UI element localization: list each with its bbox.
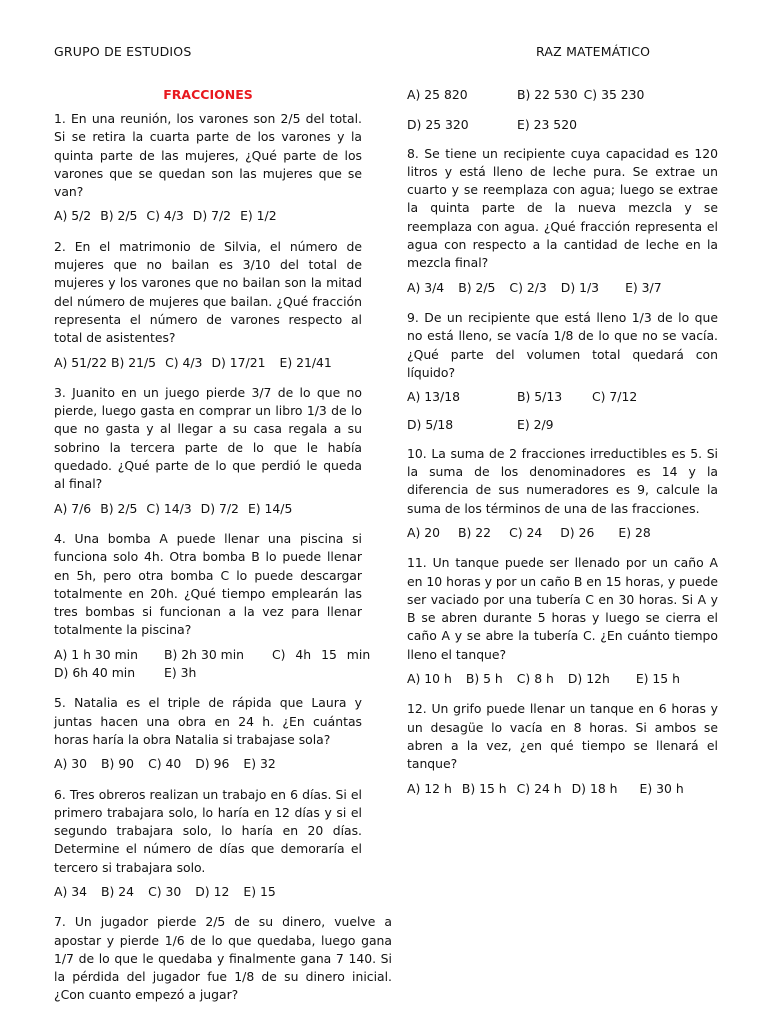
option: A) 51/22 [54,354,107,370]
option: C) 4/3 [146,208,184,224]
option: A) 3/4 [407,279,445,295]
question-8: 8. Se tiene un recipiente cuya capacidad es 120 litros y está lleno de leche pura. Se extrae un cuarto y se reemplaza con agua; luego se extrae la quinta parte de la nueva mezcla y se reemplaza con agua. ¿Qué fracción representa el agua con respecto a la cantidad de leche en la mezcla final? [407,145,718,271]
question-9-options [407,388,718,435]
option: A) 30 [54,756,88,772]
option: C) 24 [509,524,543,540]
question-3-options [54,500,362,518]
option: E) 30 h [639,780,684,796]
question-8-options [407,279,718,297]
question-5: 5. Natalia es el triple de rápida que Laura y juntas hacen una obra en 24 h. ¿En cuántas horas haría la obra Natalia si trabajase sola? [54,695,362,747]
option: A) 34 [54,883,88,899]
option: C) 24 h [516,780,562,796]
question-11: 11. Un tanque puede ser llenado por un caño A en 10 horas y por un caño B en 15 horas, y puede ser vaciado por una tubería C en 30 horas. Si A y B se abren durante 5 horas y luego se cierra el caño A y se abre la tubería C. ¿En cuánto tiempo lleno el tanque? [407,555,718,662]
option: B) 2h 30 min [164,646,245,662]
question-12-options [407,780,718,798]
option: B) 21/5 [110,354,157,370]
option: E) 15 [243,883,276,899]
option: D) 1/3 [560,279,600,295]
option: E) 32 [243,756,276,772]
option: D) 26 [560,524,595,540]
option: C) 4h 15 min [272,646,371,662]
question-10-options [407,524,718,542]
question-5-options [54,755,362,773]
option: A) 20 [407,524,441,540]
option [517,86,702,104]
question-9: 9. De un recipiente que está lleno 1/3 de lo que no está lleno, se vacía 1/8 de lo que no se vacía. ¿Qué parte del volumen total quedará con líquido? [407,309,718,380]
question-12: 12. Un grifo puede llenar un tanque en 6 horas y un desagüe lo vacía en 8 horas. Si ambos se abren a la vez, ¿en qué tiempo se llenará el tanque? [407,701,718,772]
option: B) 90 [101,756,135,772]
header-right: RAZ MATEMÁTICO [536,44,651,59]
question-6-options [54,883,362,901]
option: E) 21/41 [279,354,332,370]
option: C) 30 [148,883,182,899]
option: A) 10 h [407,671,452,687]
option: C) 35 230 [583,87,645,102]
option: D) 17/21 [211,354,266,370]
option: B) 2/5 [100,208,138,224]
option: E) 23 520 [517,117,577,133]
question-6: 6. Tres obreros realizan un trabajo en 6 días. Si el primero trabajara solo, lo haría en 12 días y si el segundo trabajara solo, lo haría en 20 días. Determine el número de días que demoraría el tercero si trabajara solo. [54,786,362,875]
option: B) 5 h [465,671,503,687]
option: B) 5/13 [517,389,563,405]
option: C) 14/3 [146,500,192,516]
option: B) 2/5 [100,500,138,516]
option: E) 15 h [635,671,680,687]
question-7-options [407,86,718,135]
option: E) 2/9 [517,417,554,433]
option: C) 8 h [516,671,554,687]
option: D) 12 [195,883,230,899]
option: D) 25 320 [407,117,469,133]
question-1: 1. En una reunión, los varones son 2/5 del total. Si se retira la cuarta parte de los varones y la quinta parte de las mujeres, ¿Qué parte de los varones que se quedan son las mujeres que se van? [54,111,362,200]
right-column [407,86,718,810]
option: D) 6h 40 min [54,665,136,681]
question-10: 10. La suma de 2 fracciones irreductibles es 5. Si la suma de los denominadores es 14 y la diferencia de sus numeradores es 9, calcule la suma de los términos de una de las fracciones. [407,445,718,516]
option: C) 4/3 [165,354,203,370]
header-left: GRUPO DE ESTUDIOS [54,44,192,59]
option: A) 12 h [407,780,452,796]
question-1-options [54,207,362,225]
question-7: 7. Un jugador pierde 2/5 de su dinero, vuelve a apostar y pierde 1/6 de lo que quedaba, luego gana 1/7 de lo que le quedaba y finalmente gana 7 140. Si la pérdida del jugador fue 1/8 de su dinero inicial. ¿Con cuanto empezó a jugar? [54,914,392,1003]
option: A) 25 820 [407,87,468,102]
option: A) 1 h 30 min [54,646,138,662]
question-2-options [54,354,362,372]
option: A) 7/6 [54,500,92,516]
option: B) 22 [458,524,492,540]
question-4-options [54,646,371,683]
question-2: 2. En el matrimonio de Silvia, el número de mujeres que no bailan es 3/10 del total de mujeres y los varones que no bailan son la mitad del número de mujeres que bailan. ¿Qué fracción representa el número de varones respecto al total de asistentes? [54,238,362,346]
question-3: 3. Juanito en un juego pierde 3/7 de lo que no pierde, luego gasta en comprar un libro 1/3 de lo que no gasta y al llegar a su casa regala a su sobrino la tercera parte de lo que le había quedado. ¿Qué parte de lo que perdió le queda al final? [54,384,362,492]
option: B) 2/5 [458,279,496,295]
option: E) 28 [618,524,651,540]
option: D) 7/2 [200,500,239,516]
option: E) 3/7 [625,279,662,295]
option: A) 13/18 [407,389,460,405]
option: C) 2/3 [509,279,547,295]
option: C) 7/12 [592,389,638,405]
option: E) 1/2 [240,208,277,224]
question-11-options [407,670,718,688]
option: A) 5/2 [54,208,92,224]
option: B) 22 530 [517,87,578,102]
option: E) 14/5 [247,500,293,516]
option: D) 18 h [571,780,618,796]
question-4: 4. Una bomba A puede llenar una piscina si funciona solo 4h. Otra bomba B lo puede llenar en 5h, pero otra bomba C lo puede descargar totalmente en 20h. ¿Qué tiempo emplearán las tres bombas si funcionan a la vez para llenar totalmente la piscina? [54,530,362,638]
option: D) 7/2 [192,208,232,224]
option: D) 5/18 [407,417,454,433]
section-title: FRACCIONES [163,87,253,102]
left-column [54,86,392,1011]
option: B) 15 h [461,780,507,796]
option: D) 96 [195,756,230,772]
option: B) 24 [101,883,135,899]
option: D) 12h [567,671,610,687]
option: E) 3h [164,665,197,681]
option: C) 40 [148,756,182,772]
